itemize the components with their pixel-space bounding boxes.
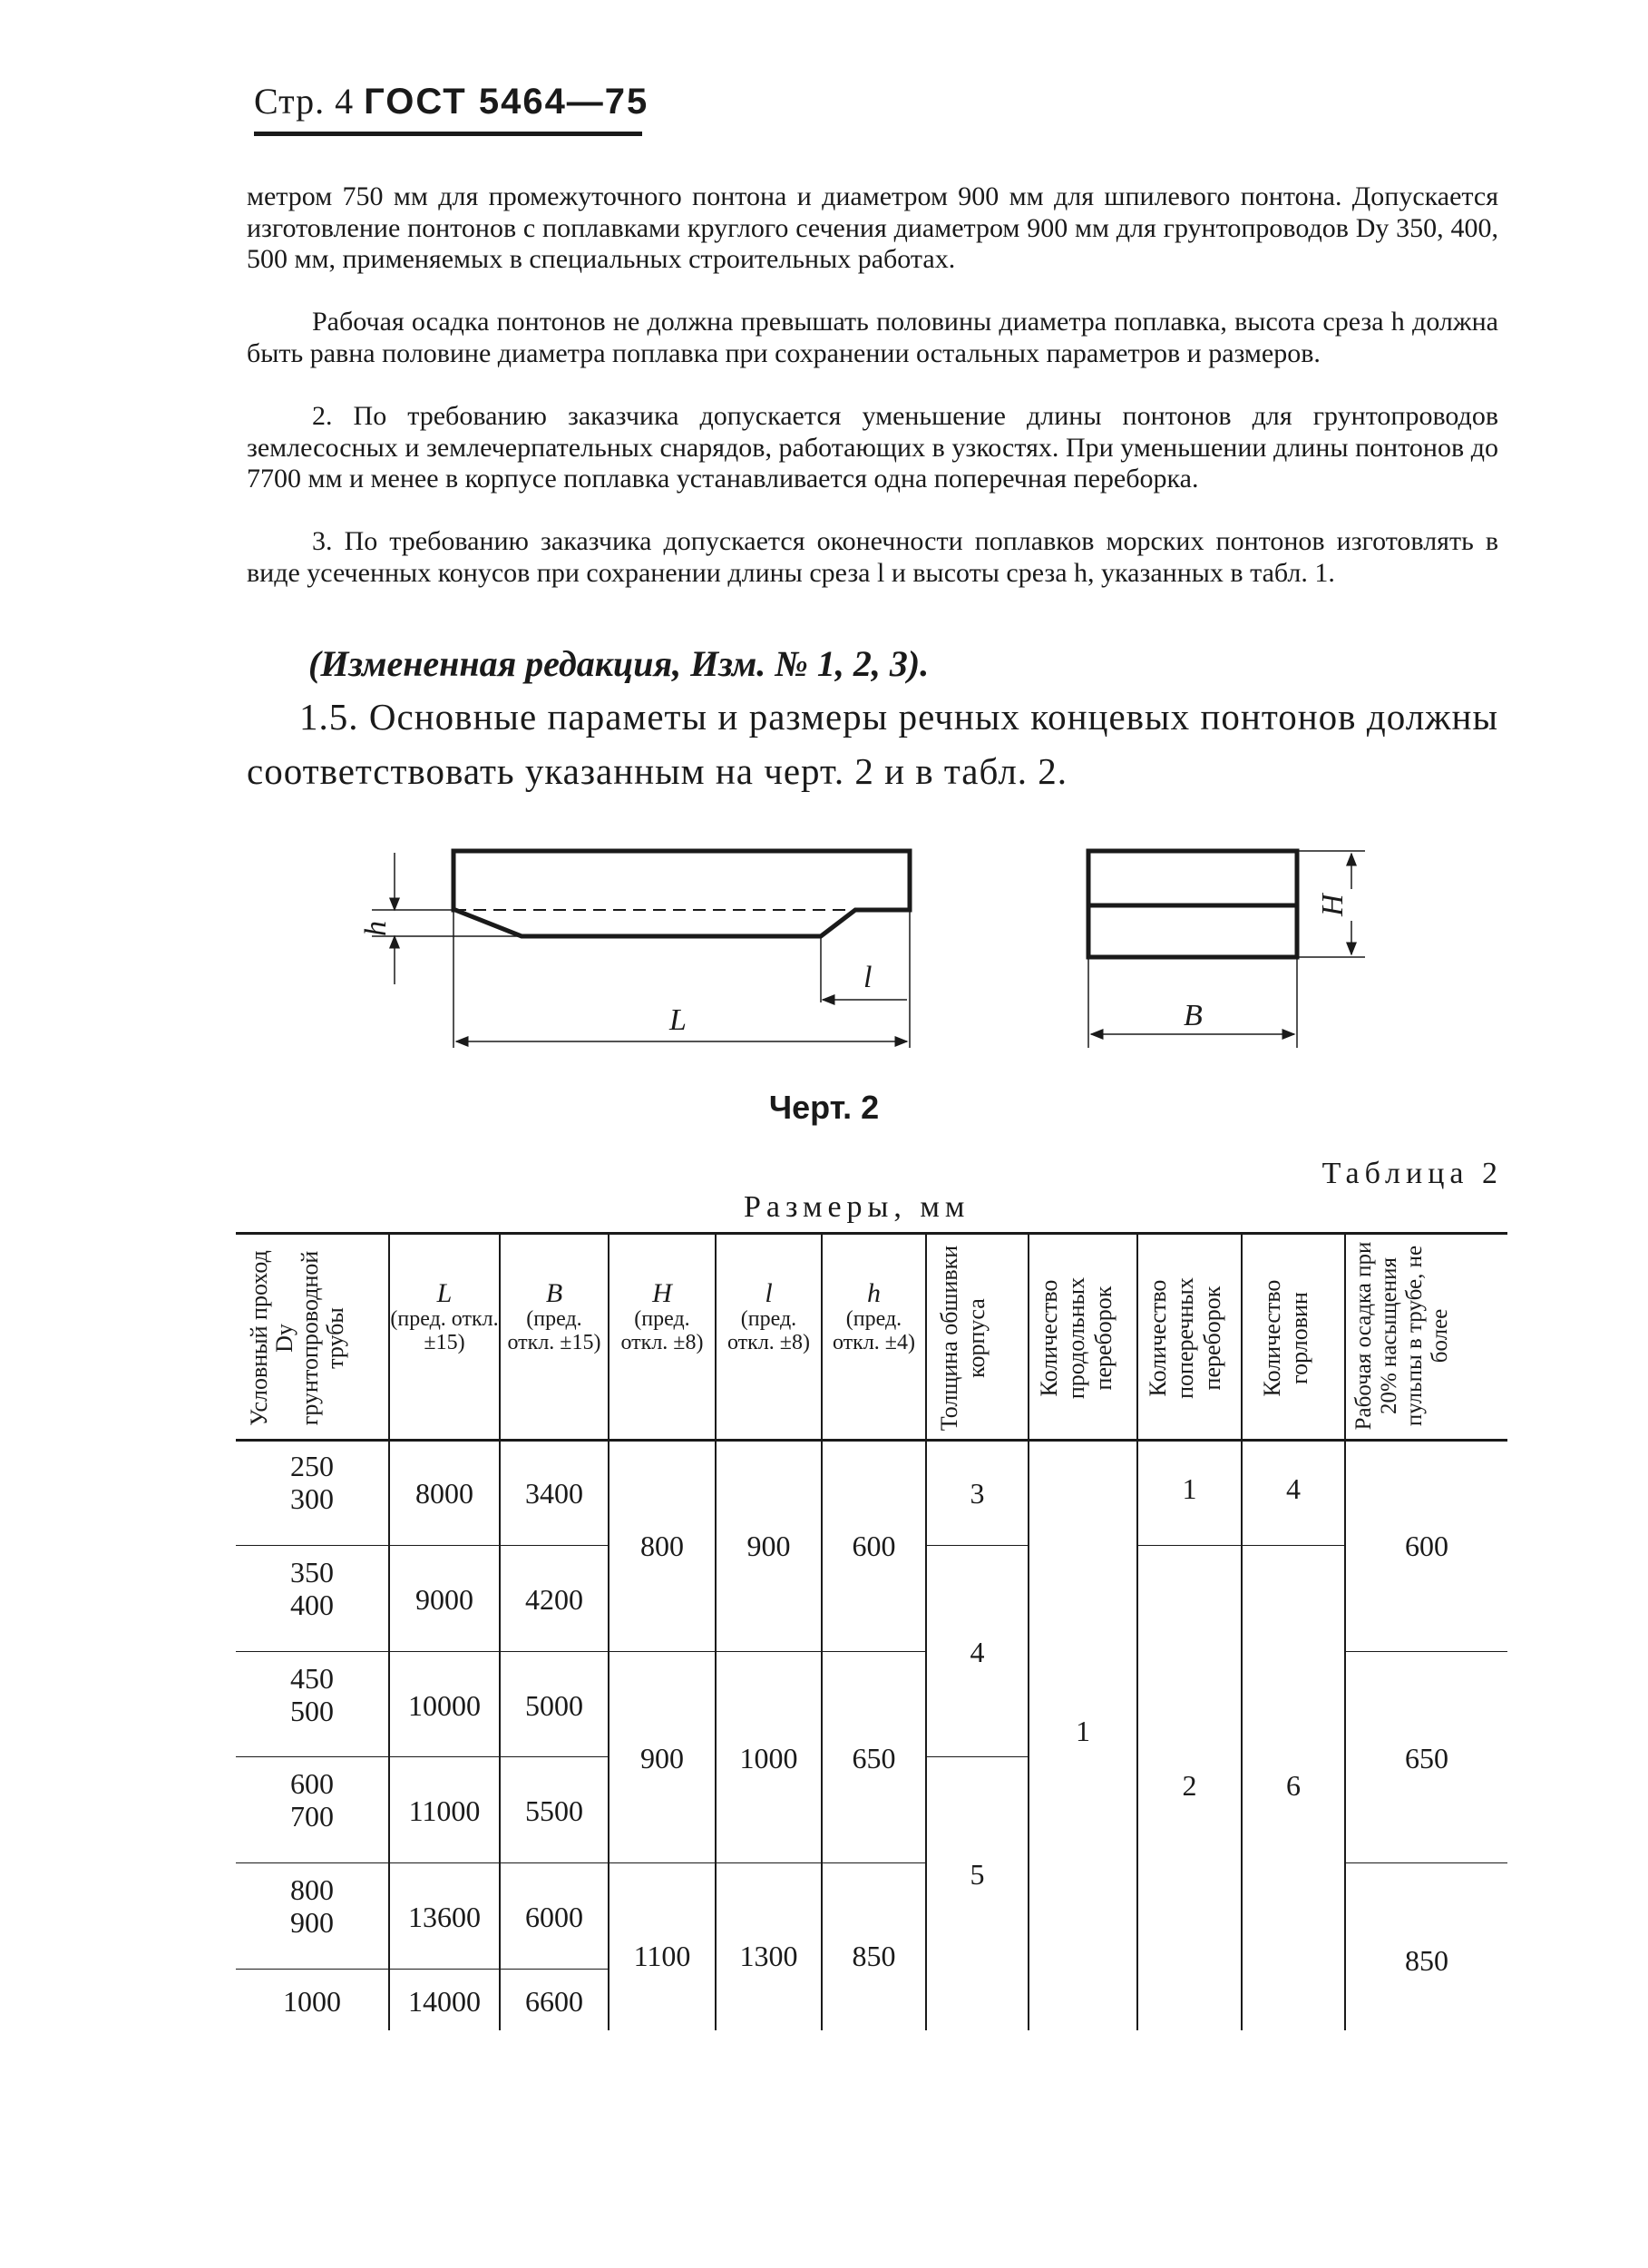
header-L: L (пред. откл. ±15) [390,1278,499,1354]
page-number: Стр. 4 [254,81,355,122]
label-h: h [359,921,393,936]
side-view-outline [453,851,910,936]
hatches-1: 4 [1286,1472,1301,1505]
paragraph-item-3: 3. По требованию заказчика допускается оконечности поплавков морских понтонов изготовлять в виде усеченных конусов при сохранении длины среза l и высоты среза h, указанных в табл. 1. [247,526,1498,588]
table-row-1-B: 3400 [525,1477,583,1510]
page-header [254,80,648,122]
document-code: ГОСТ 5464—75 [364,82,649,122]
group-2-draft: 650 [1405,1742,1448,1774]
header-hatches: Количество горловин [1259,1279,1312,1397]
table-row-5-dy: 800 900 [290,1873,334,1939]
paragraph-draft: Рабочая осадка понтонов не должна превышать половины диаметра поплавка, высота среза h должна быть равна половине диаметра поплавка при сохранении остальных параметров и размеров. [247,307,1498,368]
table-row-2-dy: 350 400 [290,1556,334,1621]
table-row-3-dy: 450 500 [290,1662,334,1727]
table-title: Таблица 2 [1321,1157,1503,1190]
longitudinal-count: 1 [1076,1715,1090,1747]
group-3-draft: 850 [1405,1944,1448,1977]
drawing-2 [345,835,1406,1080]
thickness-1: 3 [970,1477,985,1510]
header-B: B (пред. откл. ±15) [507,1278,601,1354]
table-row-4-dy: 600 700 [290,1767,334,1833]
pontoon-drawing [345,835,1406,1080]
table-row-2-B: 4200 [525,1583,583,1616]
paragraph-continuation: метром 750 мм для промежуточного понтона и диаметром 900 мм для шпилевого понтона. Допускается изготовление понтонов с поплавками круглого сечения диаметром 900 мм для грунтопроводов Dу 350, 400, 500 мм, применяемых в специальных строительных работах. [247,181,1498,274]
paragraph-item-2: 2. По требованию заказчика допускается уменьшение длины понтонов для грунтопроводов землесосных и землечерпательных снарядов, работающих в узкостях. При уменьшении длины понтонов до 7700 мм и менее в корпусе поплавка устанавливается одна поперечная переборка. [247,401,1498,494]
header-h: h (пред. откл. ±4) [833,1278,915,1354]
table-row-1-L: 8000 [415,1477,473,1510]
label-l: l [863,961,873,994]
label-B: B [1184,999,1203,1032]
group-1-h: 600 [852,1530,896,1562]
changed-edition-note: (Измененная редакция, Изм. № 1, 2, 3). [308,643,930,684]
paragraph-1-5: 1.5. Основные параметы и размеры речных концевых понтонов должны соответствовать указанным на черт. 2 и в табл. 2. [247,696,1498,792]
header-rule [254,132,642,136]
table-subtitle: Размеры, мм [744,1190,970,1224]
group-3-H: 1100 [633,1940,691,1972]
group-2-h: 650 [852,1742,896,1774]
group-2-l: 1000 [739,1742,798,1774]
table-row-5-L: 13600 [408,1901,481,1933]
label-H: H [1316,894,1350,916]
table-row-2-L: 9000 [415,1583,473,1616]
header-dy: Условный проход Dу грунтопроводной трубы [246,1250,348,1426]
table-row-3-B: 5000 [525,1689,583,1722]
figure-caption: Черт. 2 [768,1089,880,1126]
header-l: l (пред. откл. ±8) [727,1278,810,1354]
transverse-1: 1 [1182,1472,1197,1505]
header-H: H (пред. откл. ±8) [620,1278,704,1354]
table-row-4-L: 11000 [408,1794,481,1827]
dimensions-table [236,1232,1507,2030]
header-draft: Рабочая осадка при 20% насыщения пульпы в трубе, не более [1351,1241,1452,1431]
group-2-H: 900 [640,1742,684,1774]
header-thickness: Толщина обшивки корпуса [936,1245,990,1432]
group-1-H: 800 [640,1530,684,1562]
table-row-4-B: 5500 [525,1794,583,1827]
transverse-2: 2 [1182,1769,1197,1802]
group-3-l: 1300 [739,1940,798,1972]
header-transverse: Количество поперечных переборок [1145,1277,1225,1399]
group-1-l: 900 [746,1530,791,1562]
table-row-5-B: 6000 [525,1901,583,1933]
hatches-2: 6 [1286,1769,1301,1802]
thickness-2: 4 [970,1636,985,1668]
header-longitudinal: Количество продольных переборок [1036,1276,1117,1400]
table-row-3-L: 10000 [408,1689,481,1722]
label-L: L [669,1003,687,1037]
group-1-draft: 600 [1405,1530,1448,1562]
thickness-3: 5 [970,1858,985,1891]
table-row-1-dy: 250 300 [290,1450,334,1515]
table-row-6-L: 14000 [408,1985,481,2018]
group-3-h: 850 [852,1940,896,1972]
table-row-6-dy: 1000 [283,1985,341,2018]
table-row-6-B: 6600 [525,1985,583,2018]
